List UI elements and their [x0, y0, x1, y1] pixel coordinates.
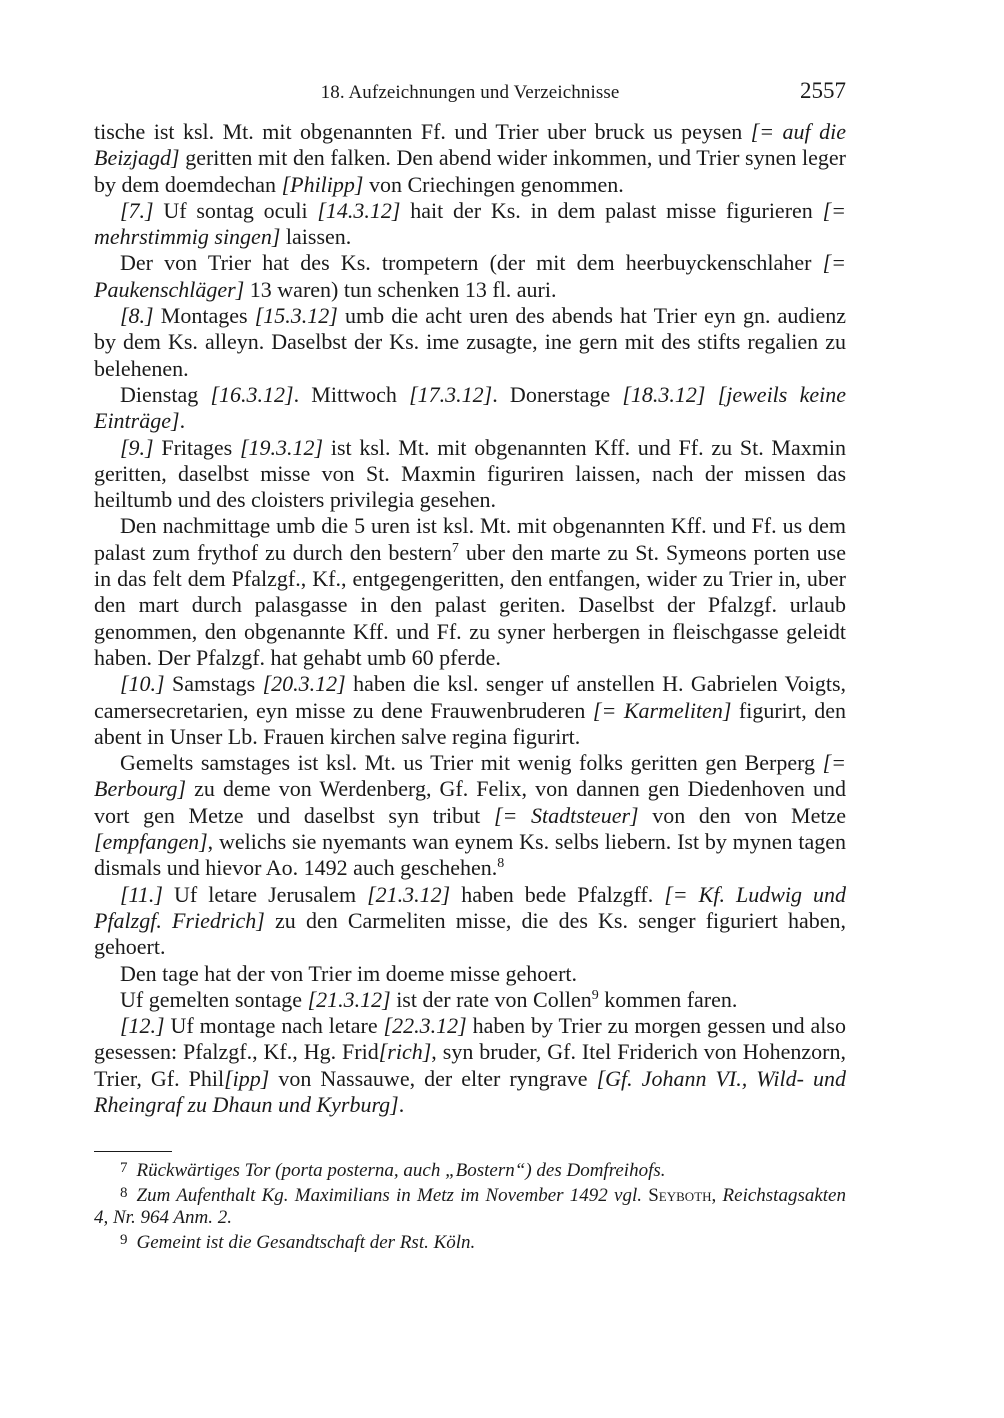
text-run: uber den marte zu St. Symeons porten use in das felt dem Pfalzgf., Kf., entgegengeritten, den entfangen, wider zu Trier in, uber den mart durch palasgasse in den palast geriten. Daselbst der Pfalzgf. urlaub genommen, den obgenannte Kff. und Ff. zu syner herbergen in fleischgasse geleidt haben. Der Pfalzgf. hat gehabt umb 60 pferde. [94, 539, 846, 670]
text-run: 13 waren) tun schenken 13 fl. auri. [244, 276, 557, 302]
text-run: von Nassauwe, der elter ryngrave [269, 1065, 597, 1091]
editorial-note: [19.3.12] [239, 434, 324, 460]
paragraph [94, 961, 846, 987]
paragraph [94, 987, 846, 1013]
text-run: zu den Carmeliten misse, die des Ks. senger figuriert haben, gehoert. [94, 907, 846, 960]
footnote-number: 9 [120, 1232, 128, 1248]
footnote-reference: 9 [591, 987, 599, 1003]
editorial-note: Rückwärtiges Tor (porta posterna, auch „Bostern“) des Domfreihofs. [136, 1160, 666, 1181]
text-run: ist ksl. Mt. mit obgenannten Kff. und Ff. zu St. Maxmin geritten, daselbst misse von St. Maxmin figuriren laissen, nach der missen das heiltumb und des cloisters privilegia gesehen. [94, 434, 846, 513]
text-run: umb die acht uren des abends hat Trier eyn gn. audienz by dem Ks. alleyn. Daselbst der Ks. ime zusagte, ine gern mit des stifts regalien zu belehenen. [94, 303, 847, 381]
editorial-note: Reichstagsakten 4, Nr. 964 Anm. 2. [94, 1185, 846, 1228]
editorial-note: [Philipp] [281, 171, 364, 197]
page-number: 2557 [800, 78, 846, 103]
editorial-note: [9.] [120, 434, 154, 460]
text-run: . Donerstage [492, 381, 623, 407]
editorial-note: Gemeint ist die Gesandtschaft der Rst. Köln. [136, 1232, 476, 1253]
editorial-note: Zum Aufenthalt Kg. Maximilians in Metz im November 1492 vgl. [136, 1185, 649, 1206]
main-text [94, 119, 846, 1118]
editorial-note: [16.3.12] [210, 381, 294, 407]
editorial-note: [21.3.12] [367, 881, 451, 907]
footnote-number: 7 [120, 1160, 128, 1176]
text-run: Den tage hat der von Trier im doeme misse gehoert. [120, 960, 578, 986]
editorial-note: [= mehrstimmig singen] [94, 197, 846, 250]
text-run: ist der rate von Collen [390, 986, 592, 1012]
text-run: Uf sontag oculi [153, 197, 318, 223]
editorial-note: [17.3.12] [409, 381, 493, 407]
text-run: figurirt, den abent in Unser Lb. Frauen kirchen salve regina figurirt. [94, 697, 846, 749]
text-run: haben by Trier zu morgen gessen und also gesessen: Pfalzgf., Kf., Hg. Frid [94, 1013, 846, 1065]
footnote-divider [94, 1151, 172, 1152]
text-run: Der von Trier hat des Ks. trompetern (der mit dem heerbuyckenschlaher [120, 250, 823, 276]
editorial-note: [= Kf. Ludwig und Pfalzgf. Friedrich] [94, 881, 846, 933]
text-run: Dienstag [120, 381, 211, 407]
text-run: hait der Ks. in dem palast misse figurieren [400, 197, 823, 223]
text-run: Gemelts samstages ist ksl. Mt. us Trier mit wenig folks geritten gen Berperg [120, 750, 823, 776]
text-run: Uf gemelten sontage [120, 986, 308, 1012]
text-run: . Mittwoch [293, 381, 410, 407]
text-run: von den von Metze [638, 802, 846, 828]
text-run: . [179, 408, 186, 434]
text-run: , syn bruder, Gf. Itel Friderich von Hohenzorn, Trier, Gf. Phil [94, 1039, 847, 1091]
text-run: kommen faren. [598, 986, 738, 1012]
footnote [94, 1157, 846, 1182]
paragraph [94, 671, 846, 750]
text-run: Uf letare Jerusalem [163, 881, 368, 907]
text-run: Fritages [153, 434, 240, 460]
editorial-note: [18.3.12] [jeweils keine Einträge] [94, 381, 846, 434]
text-run: . [398, 1091, 405, 1117]
editorial-note: [22.3.12] [383, 1013, 467, 1039]
paragraph [94, 435, 846, 514]
editorial-note: [7.] [120, 197, 154, 223]
editorial-note: [21.3.12] [307, 986, 391, 1012]
editorial-note: [8.] [120, 303, 154, 329]
paragraph [94, 250, 846, 303]
author-name: Seyboth [648, 1185, 712, 1206]
text-run: Montages [153, 303, 255, 329]
footnote-reference: 8 [497, 856, 505, 872]
footnote-reference: 7 [451, 540, 459, 556]
paragraph [94, 513, 846, 671]
text-run: laissen. [280, 224, 352, 250]
text-run: , welichs sie nyemants wan eynem Ks. selbs liebern. Ist by mynen tagen dismals und hievor Ao. 1492 auch geschehen. [94, 829, 846, 881]
text-run: , [711, 1185, 723, 1206]
editorial-note: [11.] [120, 881, 163, 907]
paragraph [94, 882, 846, 961]
text-run: geritten mit den falken. Den abend wider inkommen, und Trier synen leger by dem doemdechan [94, 145, 846, 197]
page-header [94, 78, 846, 108]
paragraph [94, 303, 846, 382]
footnote [94, 1229, 846, 1254]
text-run: zu deme von Werdenberg, Gf. Felix, von dannen gen Diedenhoven und vort gen Metze und daselbst syn tribut [94, 776, 846, 828]
editorial-note: [= Stadtsteuer] [493, 802, 639, 828]
text-run: Uf montage nach letare [164, 1013, 384, 1039]
editorial-note: [= Paukenschläger] [94, 250, 846, 302]
paragraph [94, 119, 846, 198]
footnote-number: 8 [120, 1185, 128, 1201]
paragraph [94, 382, 846, 435]
editorial-note: [ipp] [224, 1065, 270, 1091]
editorial-note: [Gf. Johann VI., Wild- und Rheingraf zu Dhaun und Kyrburg] [94, 1065, 846, 1117]
editorial-note: [empfangen] [94, 829, 208, 855]
running-title: 18. Aufzeichnungen und Verzeichnisse [320, 82, 620, 103]
text-run: von Criechingen genommen. [363, 171, 624, 197]
paragraph [94, 198, 846, 251]
text-run: tische ist ksl. Mt. mit obgenannten Ff. und Trier uber bruck us peysen [94, 119, 751, 144]
editorial-note: [14.3.12] [317, 197, 401, 223]
text-run: haben bede Pfalzgff. [450, 881, 665, 907]
editorial-note: [12.] [120, 1013, 165, 1039]
editorial-note: [20.3.12] [262, 671, 346, 697]
paragraph [94, 1013, 846, 1118]
text-run: haben die ksl. senger uf anstellen H. Gabrielen Voigts, camersecretarien, eyn misse zu dene Frauwenbruderen [94, 671, 846, 723]
editorial-note: [= Berbourg] [94, 750, 846, 802]
footnote [94, 1182, 846, 1229]
editorial-note: [rich] [378, 1039, 432, 1065]
editorial-note: [= Karmeliten] [592, 697, 732, 723]
editorial-note: [15.3.12] [254, 303, 338, 329]
footnotes [94, 1157, 846, 1254]
paragraph [94, 750, 846, 881]
text-run: Samstags [164, 671, 263, 697]
editorial-note: [10.] [120, 671, 165, 697]
editorial-note: [= auf die Beizjagd] [94, 119, 846, 171]
text-run: Den nachmittage umb die 5 uren ist ksl. Mt. mit obgenannten Kff. und Ff. us dem palast zum frythof zu durch den bestern [94, 513, 846, 565]
